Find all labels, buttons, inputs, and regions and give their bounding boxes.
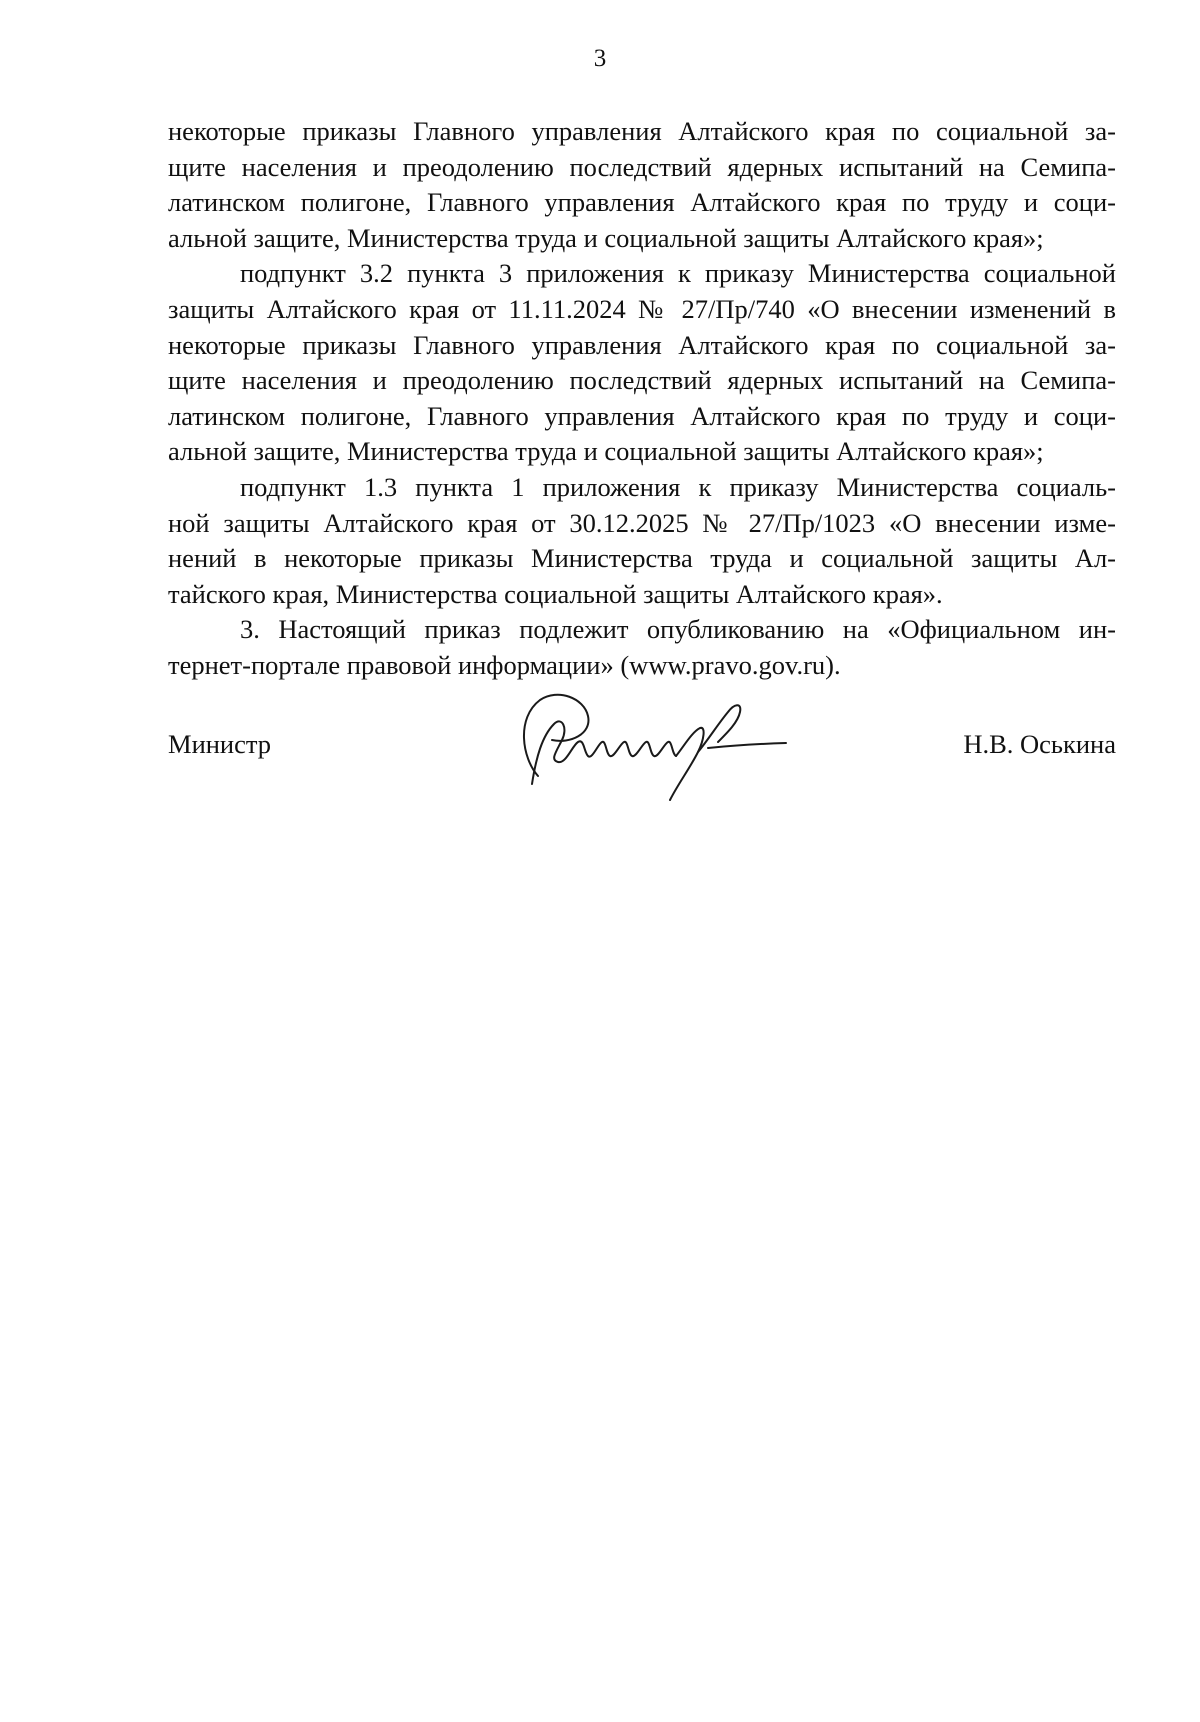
body-line: щите населения и преодолению последствий ядерных испытаний на Семипа- — [168, 365, 1116, 396]
body-line: тернет-портале правовой информации» (www.pravo.gov.ru). — [168, 649, 841, 680]
signer-position: Министр — [168, 729, 272, 759]
body-line: тайского края, Министерства социальной защиты Алтайского края». — [168, 578, 943, 609]
body-line: латинском полигоне, Главного управления Алтайского края по труду и соци- — [168, 187, 1116, 218]
body-line: защиты Алтайского края от 11.11.2024 № 27/Пр/740 «О внесении изменений в — [168, 293, 1116, 324]
handwritten-signature — [492, 688, 792, 806]
body-line: щите населения и преодолению последствий ядерных испытаний на Семипа- — [168, 151, 1116, 182]
signature-block — [168, 688, 1116, 808]
body-line: некоторые приказы Главного управления Алтайского края по социальной за- — [168, 116, 1116, 146]
body-line: латинском полигоне, Главного управления Алтайского края по труду и соци- — [168, 400, 1116, 431]
document-body — [168, 114, 1116, 684]
signer-name: Н.В. Оськина — [963, 729, 1116, 759]
body-line: ной защиты Алтайского края от 30.12.2025 № 27/Пр/1023 «О внесении изме- — [168, 507, 1116, 538]
body-line: альной защите, Министерства труда и социальной защиты Алтайского края»; — [168, 436, 1044, 467]
body-line: 3. Настоящий приказ подлежит опубликованию на «Официальном ин- — [240, 614, 1116, 645]
body-line: подпункт 3.2 пункта 3 приложения к приказу Министерства социальной — [240, 258, 1116, 289]
body-line: альной защите, Министерства труда и социальной защиты Алтайского края»; — [168, 222, 1044, 253]
page-number: 3 — [593, 45, 607, 72]
body-line: некоторые приказы Главного управления Алтайского края по социальной за- — [168, 329, 1116, 360]
body-line: нений в некоторые приказы Министерства труда и социальной защиты Ал- — [168, 543, 1116, 574]
body-line: подпункт 1.3 пункта 1 приложения к приказу Министерства социаль- — [240, 471, 1116, 502]
